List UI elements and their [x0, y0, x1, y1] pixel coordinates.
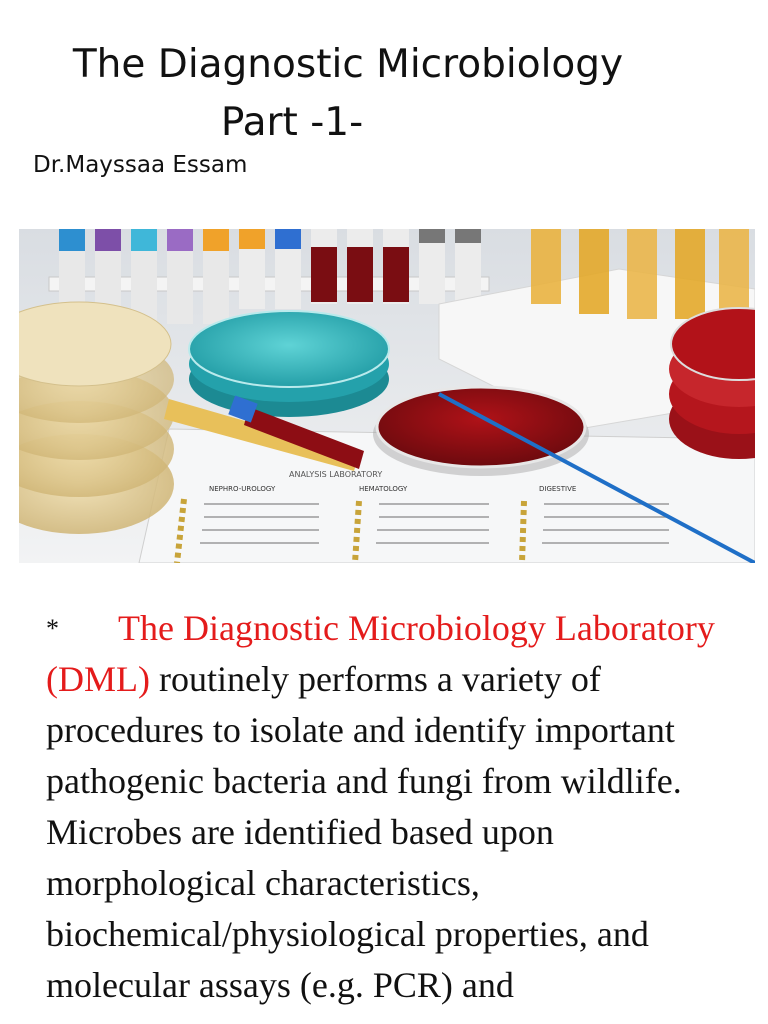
slide-title-line-2: Part -1- — [220, 100, 364, 145]
form-header: ANALYSIS LABORATORY — [289, 470, 383, 479]
highlight-text: The Diagnostic Microbiology Laboratory (DML) — [46, 608, 715, 699]
body-paragraph — [46, 603, 736, 1011]
red-agar-plate — [373, 387, 589, 476]
form-section-2: HEMATOLOGY — [359, 485, 408, 493]
slide-title-line-1: The Diagnostic Microbiology — [72, 42, 624, 87]
teal-petri-dishes — [189, 311, 389, 417]
laboratory-photo — [19, 229, 755, 563]
form-section-1: NEPHRO-UROLOGY — [209, 485, 276, 493]
lab-photo-illustration — [19, 229, 755, 563]
bullet-marker: * — [46, 614, 59, 643]
author-name: Dr.Mayssaa Essam — [33, 152, 248, 178]
form-section-3: DIGESTIVE — [539, 485, 577, 493]
body-text: routinely performs a variety of procedures to isolate and identify important pathogenic bacteria and fungi from wildlife. Microbes are identified based upon morphological characteristics, biochemical/physiological properties, and molecular assays (e.g. PCR) and — [46, 659, 682, 1005]
agar-plate-stack — [19, 302, 174, 534]
red-plate-stack — [669, 308, 755, 459]
